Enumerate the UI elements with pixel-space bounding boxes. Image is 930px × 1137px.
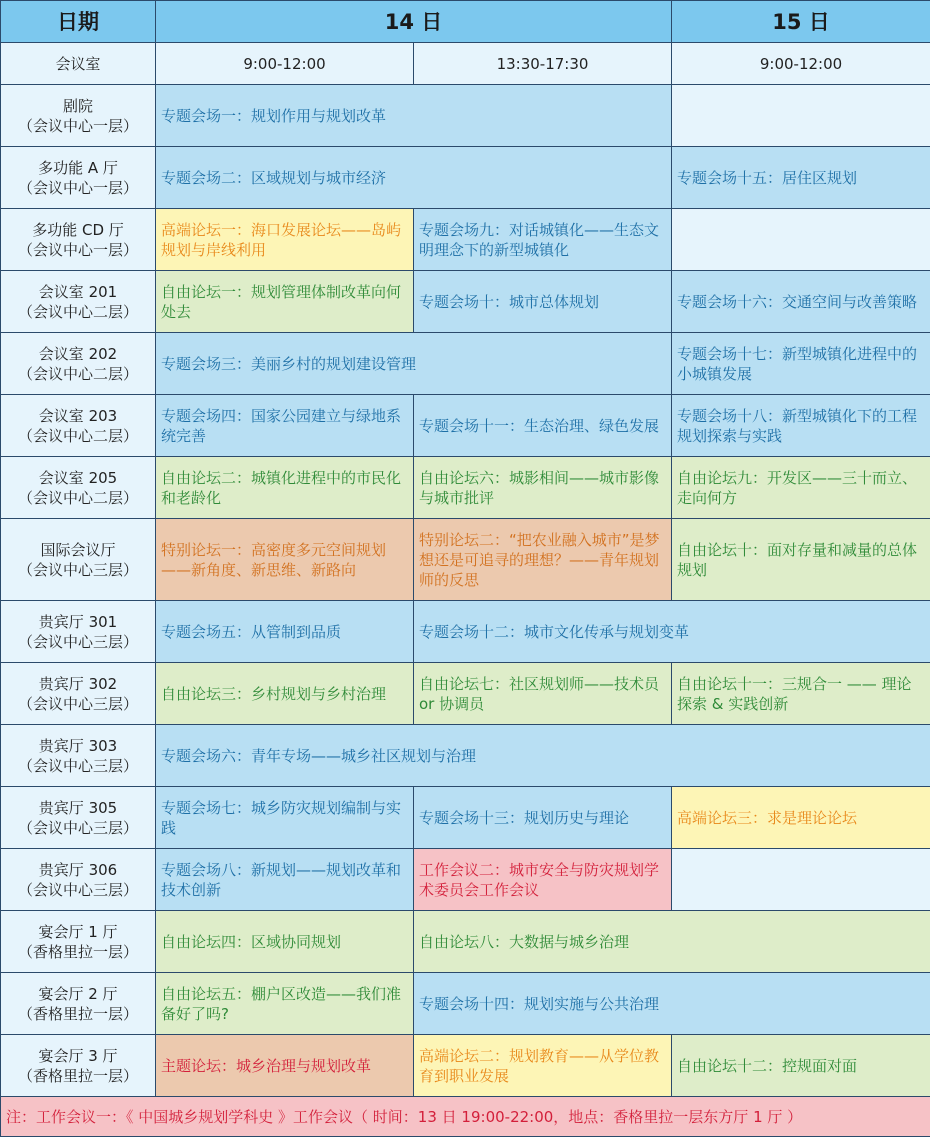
time-slot-afternoon-14: 13:30-17:30 xyxy=(414,43,672,85)
room-name: 宴会厅 1 厅 xyxy=(6,922,150,942)
schedule-row xyxy=(1,209,930,271)
header-row xyxy=(1,1,930,43)
room-cell xyxy=(1,849,156,911)
schedule-row xyxy=(1,787,930,849)
session-cell: 专题会场八：新规划——规划改革和技术创新 xyxy=(156,849,414,911)
room-cell xyxy=(1,787,156,849)
schedule-row xyxy=(1,457,930,519)
schedule-row xyxy=(1,147,930,209)
room-cell xyxy=(1,663,156,725)
schedule-row xyxy=(1,1035,930,1097)
session-cell: 专题会场二：区域规划与城市经济 xyxy=(156,147,672,209)
room-name: 贵宾厅 306 xyxy=(6,860,150,880)
room-header: 会议室 xyxy=(1,43,156,85)
room-cell xyxy=(1,601,156,663)
room-name: 贵宾厅 305 xyxy=(6,798,150,818)
time-slot-morning-14: 9:00-12:00 xyxy=(156,43,414,85)
room-cell xyxy=(1,725,156,787)
session-cell: 自由论坛四：区域协同规划 xyxy=(156,911,414,973)
room-location: （会议中心一层） xyxy=(6,240,150,260)
schedule-row xyxy=(1,849,930,911)
session-cell: 专题会场七：城乡防灾规划编制与实践 xyxy=(156,787,414,849)
date-header: 日期 xyxy=(1,1,156,43)
schedule-row xyxy=(1,663,930,725)
session-cell: 自由论坛六：城影相间——城市影像与城市批评 xyxy=(414,457,672,519)
time-slot-morning-15: 9:00-12:00 xyxy=(672,43,930,85)
room-location: （会议中心三层） xyxy=(6,818,150,838)
session-cell: 高端论坛二：规划教育——从学位教育到职业发展 xyxy=(414,1035,672,1097)
session-cell: 自由论坛十一：三规合一 —— 理论探索 & 实践创新 xyxy=(672,663,930,725)
room-cell xyxy=(1,209,156,271)
session-cell: 自由论坛十：面对存量和减量的总体规划 xyxy=(672,519,930,601)
room-cell xyxy=(1,395,156,457)
room-location: （会议中心三层） xyxy=(6,880,150,900)
room-name: 剧院 xyxy=(6,96,150,116)
room-cell xyxy=(1,973,156,1035)
session-cell: 自由论坛十二：控规面对面 xyxy=(672,1035,930,1097)
room-location: （会议中心三层） xyxy=(6,560,150,580)
room-cell xyxy=(1,85,156,147)
session-cell: 工作会议二：城市安全与防灾规划学术委员会工作会议 xyxy=(414,849,672,911)
session-cell: 自由论坛三：乡村规划与乡村治理 xyxy=(156,663,414,725)
schedule-row xyxy=(1,601,930,663)
room-name: 国际会议厅 xyxy=(6,540,150,560)
room-name: 贵宾厅 302 xyxy=(6,674,150,694)
room-location: （会议中心二层） xyxy=(6,302,150,322)
schedule-row xyxy=(1,519,930,601)
session-cell: 自由论坛七：社区规划师——技术员 or 协调员 xyxy=(414,663,672,725)
room-cell xyxy=(1,147,156,209)
session-cell: 专题会场十八：新型城镇化下的工程规划探索与实践 xyxy=(672,395,930,457)
room-location: （会议中心三层） xyxy=(6,756,150,776)
room-name: 宴会厅 2 厅 xyxy=(6,984,150,1004)
room-cell xyxy=(1,911,156,973)
schedule-row xyxy=(1,85,930,147)
session-cell: 高端论坛一：海口发展论坛——岛屿规划与岸线利用 xyxy=(156,209,414,271)
room-name: 贵宾厅 301 xyxy=(6,612,150,632)
session-cell: 自由论坛五：棚户区改造——我们准备好了吗? xyxy=(156,973,414,1035)
schedule-row xyxy=(1,911,930,973)
room-name: 宴会厅 3 厅 xyxy=(6,1046,150,1066)
session-cell: 自由论坛八：大数据与城乡治理 xyxy=(414,911,930,973)
schedule-row xyxy=(1,973,930,1035)
session-cell: 专题会场三：美丽乡村的规划建设管理 xyxy=(156,333,672,395)
session-cell: 专题会场五：从管制到品质 xyxy=(156,601,414,663)
empty-cell xyxy=(672,849,930,911)
room-location: （香格里拉一层） xyxy=(6,1004,150,1024)
session-cell: 专题会场六：青年专场——城乡社区规划与治理 xyxy=(156,725,930,787)
room-name: 会议室 203 xyxy=(6,406,150,426)
empty-cell xyxy=(672,85,930,147)
room-location: （会议中心三层） xyxy=(6,632,150,652)
session-cell: 主题论坛：城乡治理与规划改革 xyxy=(156,1035,414,1097)
session-cell: 自由论坛二：城镇化进程中的市民化和老龄化 xyxy=(156,457,414,519)
session-cell: 专题会场九：对话城镇化——生态文明理念下的新型城镇化 xyxy=(414,209,672,271)
room-name: 会议室 202 xyxy=(6,344,150,364)
room-cell xyxy=(1,519,156,601)
room-location: （香格里拉一层） xyxy=(6,942,150,962)
session-cell: 特别论坛二：“把农业融入城市”是梦想还是可追寻的理想？——青年规划师的反思 xyxy=(414,519,672,601)
schedule-row xyxy=(1,725,930,787)
room-cell xyxy=(1,457,156,519)
room-name: 多功能 CD 厅 xyxy=(6,220,150,240)
room-location: （会议中心二层） xyxy=(6,364,150,384)
room-cell xyxy=(1,333,156,395)
footnote: 注：工作会议一：《 中国城乡规划学科史 》工作会议（ 时间：13 日 19:00-22:00，地点：香格里拉一层东方厅 1 厅 ） xyxy=(1,1097,930,1137)
room-name: 贵宾厅 303 xyxy=(6,736,150,756)
room-location: （会议中心一层） xyxy=(6,116,150,136)
room-name: 会议室 201 xyxy=(6,282,150,302)
session-cell: 特别论坛一：高密度多元空间规划——新角度、新思维、新路向 xyxy=(156,519,414,601)
room-name: 会议室 205 xyxy=(6,468,150,488)
session-cell: 自由论坛九：开发区——三十而立、走向何方 xyxy=(672,457,930,519)
day-14-header: 14 日 xyxy=(156,1,672,43)
empty-cell xyxy=(672,209,930,271)
room-cell xyxy=(1,271,156,333)
session-cell: 专题会场十六：交通空间与改善策略 xyxy=(672,271,930,333)
room-location: （香格里拉一层） xyxy=(6,1066,150,1086)
room-cell xyxy=(1,1035,156,1097)
schedule-row xyxy=(1,271,930,333)
session-cell: 专题会场十一：生态治理、绿色发展 xyxy=(414,395,672,457)
session-cell: 专题会场十五：居住区规划 xyxy=(672,147,930,209)
session-cell: 专题会场十二：城市文化传承与规划变革 xyxy=(414,601,930,663)
room-location: （会议中心二层） xyxy=(6,426,150,446)
time-row xyxy=(1,43,930,85)
schedule-row xyxy=(1,395,930,457)
session-cell: 高端论坛三：求是理论论坛 xyxy=(672,787,930,849)
session-cell: 专题会场十：城市总体规划 xyxy=(414,271,672,333)
session-cell: 自由论坛一：规划管理体制改革向何处去 xyxy=(156,271,414,333)
room-name: 多功能 A 厅 xyxy=(6,158,150,178)
session-cell: 专题会场四：国家公园建立与绿地系统完善 xyxy=(156,395,414,457)
session-cell: 专题会场一：规划作用与规划改革 xyxy=(156,85,672,147)
room-location: （会议中心一层） xyxy=(6,178,150,198)
session-cell: 专题会场十三：规划历史与理论 xyxy=(414,787,672,849)
room-location: （会议中心二层） xyxy=(6,488,150,508)
day-15-header: 15 日 xyxy=(672,1,930,43)
schedule-row xyxy=(1,333,930,395)
session-cell: 专题会场十七：新型城镇化进程中的小城镇发展 xyxy=(672,333,930,395)
room-location: （会议中心三层） xyxy=(6,694,150,714)
session-cell: 专题会场十四：规划实施与公共治理 xyxy=(414,973,930,1035)
